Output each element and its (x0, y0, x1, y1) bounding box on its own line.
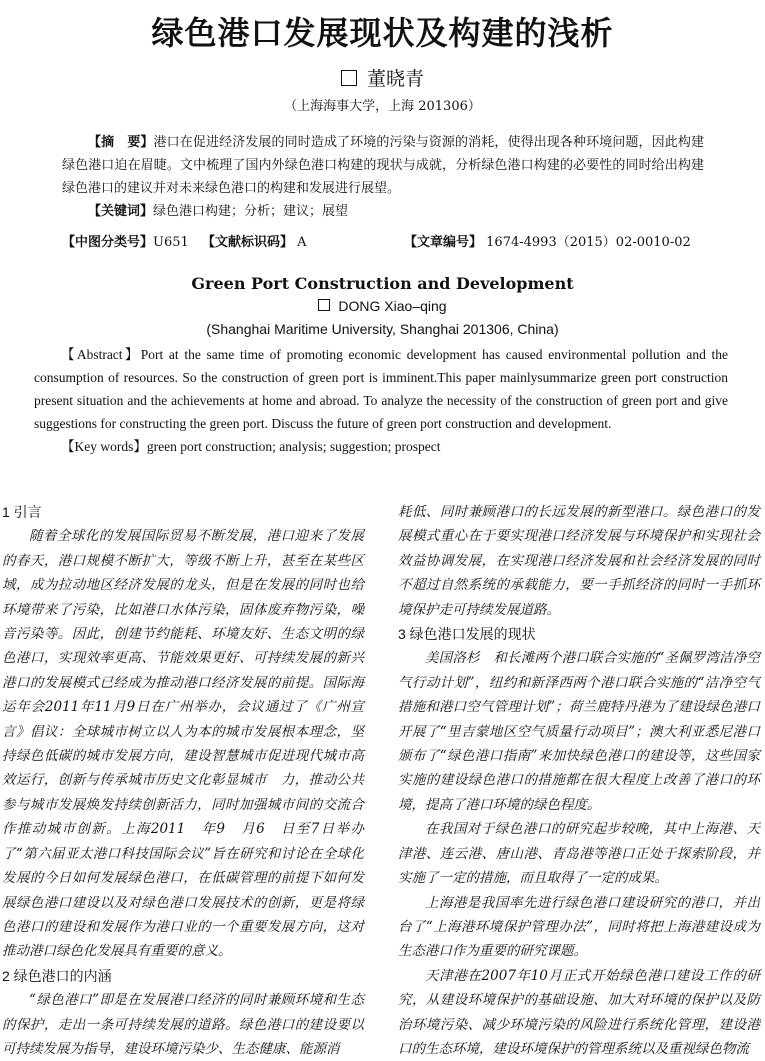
english-abstract-label: 【Abstract】 (61, 347, 141, 362)
article-number-label: 【文章编号】 (404, 235, 483, 250)
square-icon (341, 70, 357, 86)
english-keywords-paragraph (34, 435, 728, 458)
abstract-cn-text: 港口在促进经济发展的同时造成了环境的污染与资源的消耗，使得出现各种环境问题，因此构建绿色港口迫在眉睫。文中梳理了国内外绿色港口构建的现状与成就，分析绿色港口构建的必要性的同时给出构建绿色港口的建议并对未来绿色港口的构建和发展进行展望。 (62, 135, 704, 196)
keywords-cn-label: 【关键词】 (88, 204, 154, 219)
english-affiliation: (Shanghai Maritime University, Shanghai 201306, China) (206, 321, 559, 337)
author-name: 董晓青 (366, 68, 424, 90)
author-line (0, 64, 765, 91)
clc-field (62, 231, 189, 250)
right-column (398, 500, 760, 1061)
keywords-cn-text: 绿色港口构建；分析；建议；展望 (153, 204, 349, 219)
english-author-line (0, 298, 765, 314)
affiliation: （上海海事大学，上海 201306） (284, 99, 481, 114)
paper-title: 绿色港口发展现状及构建的浅析 (151, 14, 614, 52)
clc-value: U651 (153, 235, 189, 250)
abstract-cn-paragraph (62, 131, 704, 200)
english-keywords-text: green port construction; analysis; suggestion; prospect (146, 439, 441, 454)
section-2-continuation: 耗低、同时兼顾港口的长远发展的新型港口。绿色港口的发展模式重心在于要实现港口经济发展与环境保护和实现社会效益协调发展，在实现港口经济发展和社会经济发展的同时不超过自然系统的承载能力，要一手抓经济的同时一手抓环境保护走可持续发展道路。 (398, 504, 760, 618)
english-keywords-label: 【Key words】 (61, 439, 147, 454)
square-icon (318, 299, 330, 311)
left-column (2, 500, 364, 1061)
chinese-abstract (62, 131, 704, 223)
section-heading-3: 3 绿色港口发展的现状 (398, 626, 536, 643)
keywords-cn-paragraph (62, 200, 704, 223)
section-3-paragraph-1: 美国洛杉 和长滩两个港口联合实施的“圣佩罗湾洁净空气行动计划”，纽约和新泽西两个港口联合实施的“洁净空气措施和港口空气管理计划”；荷兰鹿特丹港为了建设绿色港口开展了“里吉蒙地区空气质量行动项目”；澳大利亚悉尼港口颁布了“绿色港口指南”来加快绿色港口的建设等，这些国家实施的建设绿色港口的措施都在很大程度上改善了港口的环境，提高了港口环境的绿色程度。 (398, 650, 760, 813)
section-2-paragraph: “绿色港口”即是在发展港口经济的同时兼顾环境和生态的保护，走出一条可持续发展的道路。绿色港口的建设要以可持续发展为指导，建设环境污染少、生态健康、能源消 (2, 992, 364, 1057)
section-3-paragraph-2: 在我国对于绿色港口的研究起步较晚，其中上海港、天津港、连云港、唐山港、青岛港等港口正处于探索阶段，并实施了一定的措施，而且取得了一定的成果。 (398, 821, 760, 887)
section-3-paragraph-4: 天津港在2007年10月正式开始绿色港口建设工作的研究，从建设环境保护的基础设施、加大对环境的保护以及防治环境污染、减少环境污染的风险进行系统化管理，建设港口的生态环境，建设环境保护的管理系统以及重视绿色物流 (398, 967, 760, 1057)
abstract-cn-label: 【摘 要】 (88, 135, 154, 150)
section-heading-2: 2 绿色港口的内涵 (2, 967, 112, 984)
english-abstract-text: Port at the same time of promoting economic development has caused environmental pollution and the consumption of resources. So the construction of green port is imminent.This paper mainlysummarize green port construction present situation and the achievements at home and abroad. To analyze the necessity of the construction of green port and give suggestions for constructing the green port. Discuss the future of green port construction and development. (34, 347, 729, 431)
clc-label: 【中图分类号】 (62, 235, 154, 250)
section-heading-1: 1 引言 (2, 504, 42, 520)
section-1-paragraph: 随着全球化的发展国际贸易不断发展，港口迎来了发展的春天，港口规模不断扩大，等级不断上升，甚至在某些区域，成为拉动地区经济发展的龙头，但是在发展的同时也给环境带来了污染，比如港口水体污染，固体废弃物污染，噪音污染等。因此，创建节约能耗、环境友好、生态文明的绿色港口，实现效率更高、节能效果更好、可持续发展的新兴港口的发展模式已经成为推动港口经济发展的前提。国际海运年会2011年11月9日在广州举办，会议通过了《广州宣言》倡议：全球城市树立以人为本的城市发展根本理念，坚持绿色低碳的城市发展方向，建设智慧城市促进现代城市高效运行，创新与传承城市历史文化彰显城市 力，推动公共参与城市发展焕发持续创新活力，同时加强城市间的交流合作推动城市创新。上海2011 年9 月6 日至7日举办了“第六届亚太港口科技国际会议”旨在研究和讨论在全球化发展的今日如何发展绿色港口，在低碳管理的前提下如何发展绿色港口建设以及对绿色港口发展技术的创新，更是将绿色港口的建设和发展作为港口业的一个重要发展方向，这对推动港口绿色化发展具有重要的意义。 (2, 528, 364, 960)
doc-code-value: A (297, 235, 307, 250)
english-abstract-paragraph (34, 343, 728, 435)
english-title: Green Port Construction and Development (191, 274, 574, 293)
article-number-value: 1674-4993（2015）02-0010-02 (486, 235, 691, 250)
article-number-field (404, 231, 691, 250)
english-abstract (34, 343, 728, 458)
doc-code-label: 【文献标识码】 (202, 235, 294, 250)
doc-code-field (202, 231, 307, 250)
english-author: DONG Xiao–qing (338, 298, 447, 314)
section-3-paragraph-3: 上海港是我国率先进行绿色港口建设研究的港口，并出台了“上海港环境保护管理办法”，同时将把上海港建设成为生态港口作为重要的研究课题。 (398, 894, 760, 960)
